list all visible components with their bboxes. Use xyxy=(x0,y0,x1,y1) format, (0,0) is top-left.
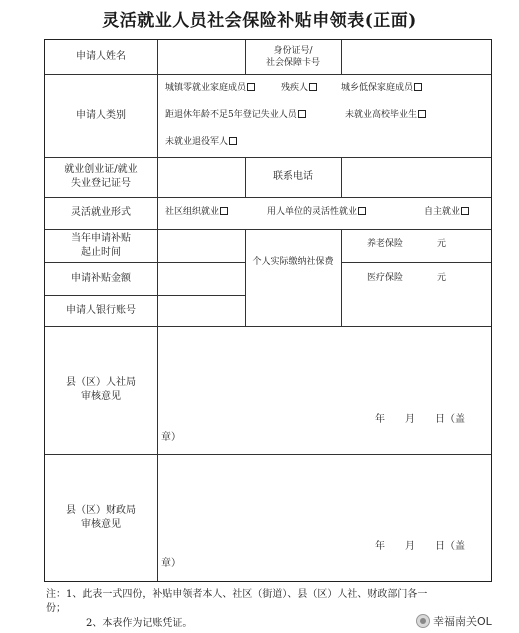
finance-date-stamp: 年 月 日（盖 xyxy=(375,541,465,552)
note-1: 注：1、此表一式四份，补贴申领者本人、社区（街道）、县（区）人社、财政部门各一 xyxy=(46,589,428,600)
hr-stamp-end: 章） xyxy=(161,432,181,443)
application-form-table xyxy=(44,39,492,582)
subsidy-period-label: 当年申请补贴 起止时间 xyxy=(71,232,131,258)
subsidy-amount-field[interactable] xyxy=(158,263,244,294)
category-option-zero-employment[interactable]: 城镇零就业家庭成员 xyxy=(165,82,255,94)
checkbox-icon xyxy=(418,110,426,118)
note-1-continued: 份； xyxy=(46,603,66,614)
wechat-channel-icon xyxy=(416,614,430,628)
checkbox-icon xyxy=(229,137,237,145)
checkbox-icon xyxy=(220,207,228,215)
category-option-veteran[interactable]: 未就业退役军人 xyxy=(165,136,237,148)
phone-field[interactable] xyxy=(342,158,490,196)
finance-stamp-end: 章） xyxy=(161,558,181,569)
employment-cert-field[interactable] xyxy=(158,158,244,196)
subsidy-period-field[interactable] xyxy=(158,230,244,261)
watermark xyxy=(416,613,492,629)
form-title: 灵活就业人员社会保险补贴申领表(正面) xyxy=(102,11,417,31)
hr-date-stamp: 年 月 日（盖 xyxy=(375,414,465,425)
checkbox-icon xyxy=(358,207,366,215)
category-option-near-retirement[interactable]: 距退休年龄不足5年登记失业人员 xyxy=(165,109,306,121)
checkbox-icon xyxy=(298,110,306,118)
note-2: 2、本表作为记账凭证。 xyxy=(86,618,193,629)
phone-label: 联系电话 xyxy=(273,171,313,182)
category-option-graduate[interactable]: 未就业高校毕业生 xyxy=(345,109,426,121)
category-option-disabled[interactable]: 残疾人 xyxy=(281,82,317,94)
flex-option-community[interactable]: 社区组织就业 xyxy=(165,206,228,218)
checkbox-icon xyxy=(461,207,469,215)
watermark-text: 幸福南关OL xyxy=(433,615,492,628)
bank-account-field[interactable] xyxy=(158,296,490,325)
medical-insurance-label: 医疗保险 元 xyxy=(367,273,447,283)
applicant-name-label: 申请人姓名 xyxy=(76,51,126,62)
applicant-name-field[interactable] xyxy=(158,41,244,73)
employment-cert-label: 就业创业证/就业 失业登记证号 xyxy=(64,164,138,189)
applicant-category-label: 申请人类别 xyxy=(76,109,126,121)
flex-option-employer[interactable]: 用人单位的灵活性就业 xyxy=(267,206,366,218)
id-number-field[interactable] xyxy=(342,41,490,73)
checkbox-icon xyxy=(309,83,317,91)
finance-bureau-opinion-label: 县（区）财政局 审核意见 xyxy=(66,504,136,530)
bank-account-label: 申请人银行账号 xyxy=(66,304,136,316)
flex-option-self[interactable]: 自主就业 xyxy=(424,206,469,218)
hr-bureau-opinion-label: 县（区）人社局 审核意见 xyxy=(66,377,136,402)
checkbox-icon xyxy=(247,83,255,91)
flex-employment-label: 灵活就业形式 xyxy=(71,207,131,218)
pension-insurance-label: 养老保险 元 xyxy=(367,239,447,249)
id-number-label: 身份证号/ 社会保障卡号 xyxy=(265,46,320,68)
paid-insurance-label: 个人实际缴纳社保费 xyxy=(252,257,334,267)
checkbox-icon xyxy=(414,83,422,91)
category-option-low-income[interactable]: 城乡低保家庭成员 xyxy=(341,82,422,94)
subsidy-amount-label: 申请补贴金额 xyxy=(71,272,131,284)
